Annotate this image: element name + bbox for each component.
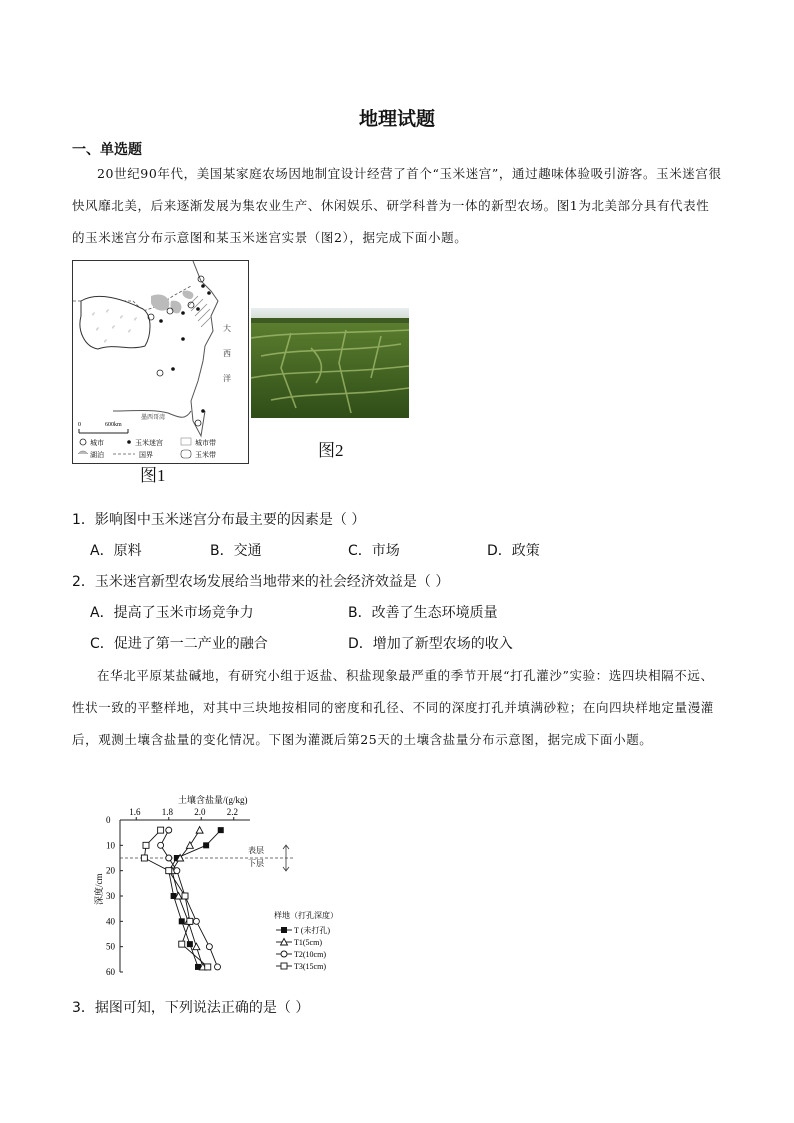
svg-text:♂: ♂ [105,309,110,315]
salt-chart-svg [88,790,368,985]
legend-lake-symbol [78,451,88,454]
data-point [166,855,172,861]
legend-city-label: 城市 [90,439,104,447]
gulf-label: 墨西哥湾 [141,415,166,421]
legend-city-symbol [80,439,86,445]
y-tick-label: 50 [106,941,115,952]
passage-2-text: 在华北平原某盐碱地，有研究小组于返盐、积盐现象最严重的季节开展“打孔灌沙”实验：选四块相隔不远、性状一致的平整样地，对其中三块地按相同的密度和孔径、不同的深度打孔并填满砂粒；在向四块样地定量漫灌后，观测土壤含盐量的变化情况。下图为灌溉后第25天的土壤含盐量分布示意图，据完成下面小题。 [72,668,714,747]
data-point [205,964,211,970]
legend-corn-belt-label: 玉米带 [195,451,216,459]
data-point [203,842,209,848]
data-point [158,827,164,833]
legend-entry: T (未打孔) [294,926,331,935]
ocean-label-2: 西 [223,349,231,358]
figure-1-map [72,260,249,464]
svg-text:♂: ♂ [95,327,100,333]
q1-option-d[interactable]: D．政策 [487,543,540,559]
q2-option-c[interactable]: C．促进了第一二产业的融合 [90,636,268,652]
layer-label-upper: 表层 [248,846,264,855]
question-3-stem: 3．据图可知，下列说法正确的是（ ） [72,1000,310,1016]
lake-2 [170,301,181,314]
chart-ylabel: 深度/cm [94,873,104,905]
chart-series [141,827,223,970]
passage-1 [72,158,722,254]
legend-urban-belt-symbol [181,438,191,445]
map-drawing [73,261,248,463]
scale-distance: 600km [105,422,122,428]
question-1-stem: 1．影响图中玉米迷宫分布最主要的因素是（ ） [72,512,366,528]
passage-2 [72,660,722,756]
svg-text:♂: ♂ [111,325,116,331]
lake-3 [182,291,193,299]
figure-2-photo [251,308,409,418]
figure-2-caption: 图2 [318,441,344,460]
legend-marker [281,963,287,969]
y-tick-label: 0 [106,815,111,825]
data-point [193,943,200,950]
chart-legend [276,925,330,971]
data-point [141,855,147,861]
legend-maze-symbol [127,440,131,444]
x-tick-label: 1.8 [161,807,173,817]
q2-option-d[interactable]: D．增加了新型农场的收入 [348,636,513,652]
svg-text:♂: ♂ [127,329,132,335]
q2-option-a[interactable]: A．提高了玉米市场竞争力 [90,605,254,621]
data-point [206,944,212,950]
legend-corn-belt-symbol [181,450,191,458]
svg-text:♂: ♂ [119,315,124,321]
y-tick-label: 40 [106,916,115,927]
x-tick-label: 2.2 [226,807,238,817]
legend-border-label: 国界 [139,451,153,459]
q2-option-b[interactable]: B．改善了生态环境质量 [348,605,498,621]
data-point [187,941,193,947]
legend-marker [281,951,287,957]
data-point [215,964,221,970]
y-tick-label: 20 [106,865,115,876]
data-point [158,842,164,848]
q1-option-a[interactable]: A．原料 [90,543,142,559]
svg-text:♂: ♂ [133,317,138,323]
passage-1-text: 20世纪90年代，美国某家庭农场因地制宜设计经营了首个“玉米迷宫”，通过趣味体验吸引游客。玉米迷宫很快风靡北美，后来逐渐发展为集农业生产、休闲娱乐、研学科普为一体的新型农场。图1为北美部分具有代表性的玉米迷宫分布示意图和某玉米迷宫实景（图2），据完成下面小题。 [72,166,722,245]
svg-text:♂: ♂ [91,312,96,318]
chart-xlabel: 土壤含盐量/(g/kg) [178,795,248,805]
legend-maze-label: 玉米迷宫 [135,439,163,447]
data-point [179,918,185,924]
q1-option-b[interactable]: B．交通 [210,543,262,559]
data-point [179,941,185,947]
x-tick-label: 2.0 [194,807,206,817]
layer-label-lower: 下层 [248,859,264,868]
legend-entry: T1(5cm) [294,938,322,947]
data-point [186,842,193,849]
svg-text:♂: ♂ [103,339,108,345]
legend-marker [281,927,287,933]
lake-1 [151,294,169,310]
corn-belt-region [80,296,150,349]
data-point [166,868,172,874]
x-tick-label: 1.6 [129,807,141,817]
y-tick-label: 30 [106,891,115,901]
data-point [166,827,172,833]
ocean-label-3: 洋 [223,374,231,383]
corn-maze-photo [251,308,409,418]
layer-arrows [283,845,289,871]
legend-title: 样地（打孔深度） [274,911,338,920]
question-2-stem: 2．玉米迷宫新型农场发展给当地带来的社会经济效益是（ ） [72,574,450,590]
data-point [174,868,180,874]
figure-1-caption: 图1 [140,466,166,485]
section-heading: 一、单选题 [72,142,142,158]
ocean-label-1: 大 [223,324,231,333]
data-point [218,827,224,833]
data-point [187,918,193,924]
y-tick-label: 60 [106,967,115,977]
data-point [193,918,199,924]
legend-entry: T2(10cm) [294,950,326,959]
y-tick-label: 10 [106,840,115,851]
legend-entry: T3(15cm) [294,962,326,971]
legend-urban-belt-label: 城市带 [195,439,216,447]
q1-option-c[interactable]: C．市场 [348,543,400,559]
data-point [182,893,188,899]
page-title: 地理试题 [358,108,435,130]
scale-zero: 0 [78,422,81,428]
salt-chart [88,790,368,985]
legend-lake-label: 湖泊 [90,451,104,459]
data-point [196,827,203,834]
data-point [143,842,149,848]
